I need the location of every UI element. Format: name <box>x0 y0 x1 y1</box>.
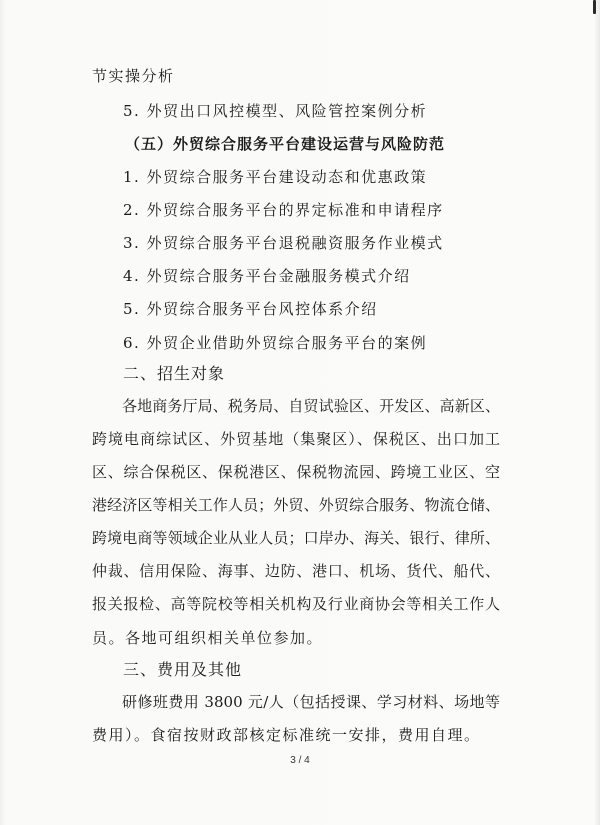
list-item: 2. 外贸综合服务平台的界定标准和申请程序 <box>123 201 444 219</box>
paragraph-line: 跨境电商综试区、外贸基地（集聚区）、保税区、出口加工 <box>92 430 500 448</box>
paragraph-line: 港经济区等相关工作人员；外贸、外贸综合服务、物流仓储、 <box>92 496 500 514</box>
scan-edge-mark <box>593 0 596 14</box>
section-heading: 三、费用及其他 <box>123 660 243 679</box>
paragraph-line: 员。各地可组织相关单位参加。 <box>92 629 324 647</box>
list-item: 4. 外贸综合服务平台金融服务模式介绍 <box>123 267 411 285</box>
page-number: 3 / 4 <box>290 755 310 766</box>
subsection-heading: （五）外贸综合服务平台建设运营与风险防范 <box>125 135 446 153</box>
paragraph-line: 研修班费用 3800 元/人（包括授课、学习材料、场地等 <box>122 693 500 711</box>
list-item: 1. 外贸综合服务平台建设动态和优惠政策 <box>123 168 428 186</box>
list-item: 5. 外贸综合服务平台风控体系介绍 <box>123 300 378 318</box>
paragraph-line: 费用）。食宿按财政部核定标准统一安排，费用自理。 <box>92 726 481 744</box>
paragraph-line: 仲裁、信用保险、海事、边防、港口、机场、货代、船代、 <box>92 562 500 580</box>
paragraph-line: 报关报检、高等院校等相关机构及行业商协会等相关工作人 <box>92 595 500 613</box>
text-line: 节实操分析 <box>92 67 175 85</box>
paragraph-line: 区、综合保税区、保税港区、保税物流园、跨境工业区、空 <box>92 463 500 481</box>
paragraph-line: 各地商务厅局、税务局、自贸试验区、开发区、高新区、 <box>122 397 500 415</box>
section-heading: 二、招生对象 <box>123 364 226 383</box>
list-item: 3. 外贸综合服务平台退税融资服务作业模式 <box>123 234 444 252</box>
paragraph-line: 跨境电商等领域企业从业人员；口岸办、海关、银行、律所、 <box>92 529 500 547</box>
list-item: 5. 外贸出口风控模型、风险管控案例分析 <box>123 102 428 120</box>
list-item: 6. 外贸企业借助外贸综合服务平台的案例 <box>123 334 428 352</box>
